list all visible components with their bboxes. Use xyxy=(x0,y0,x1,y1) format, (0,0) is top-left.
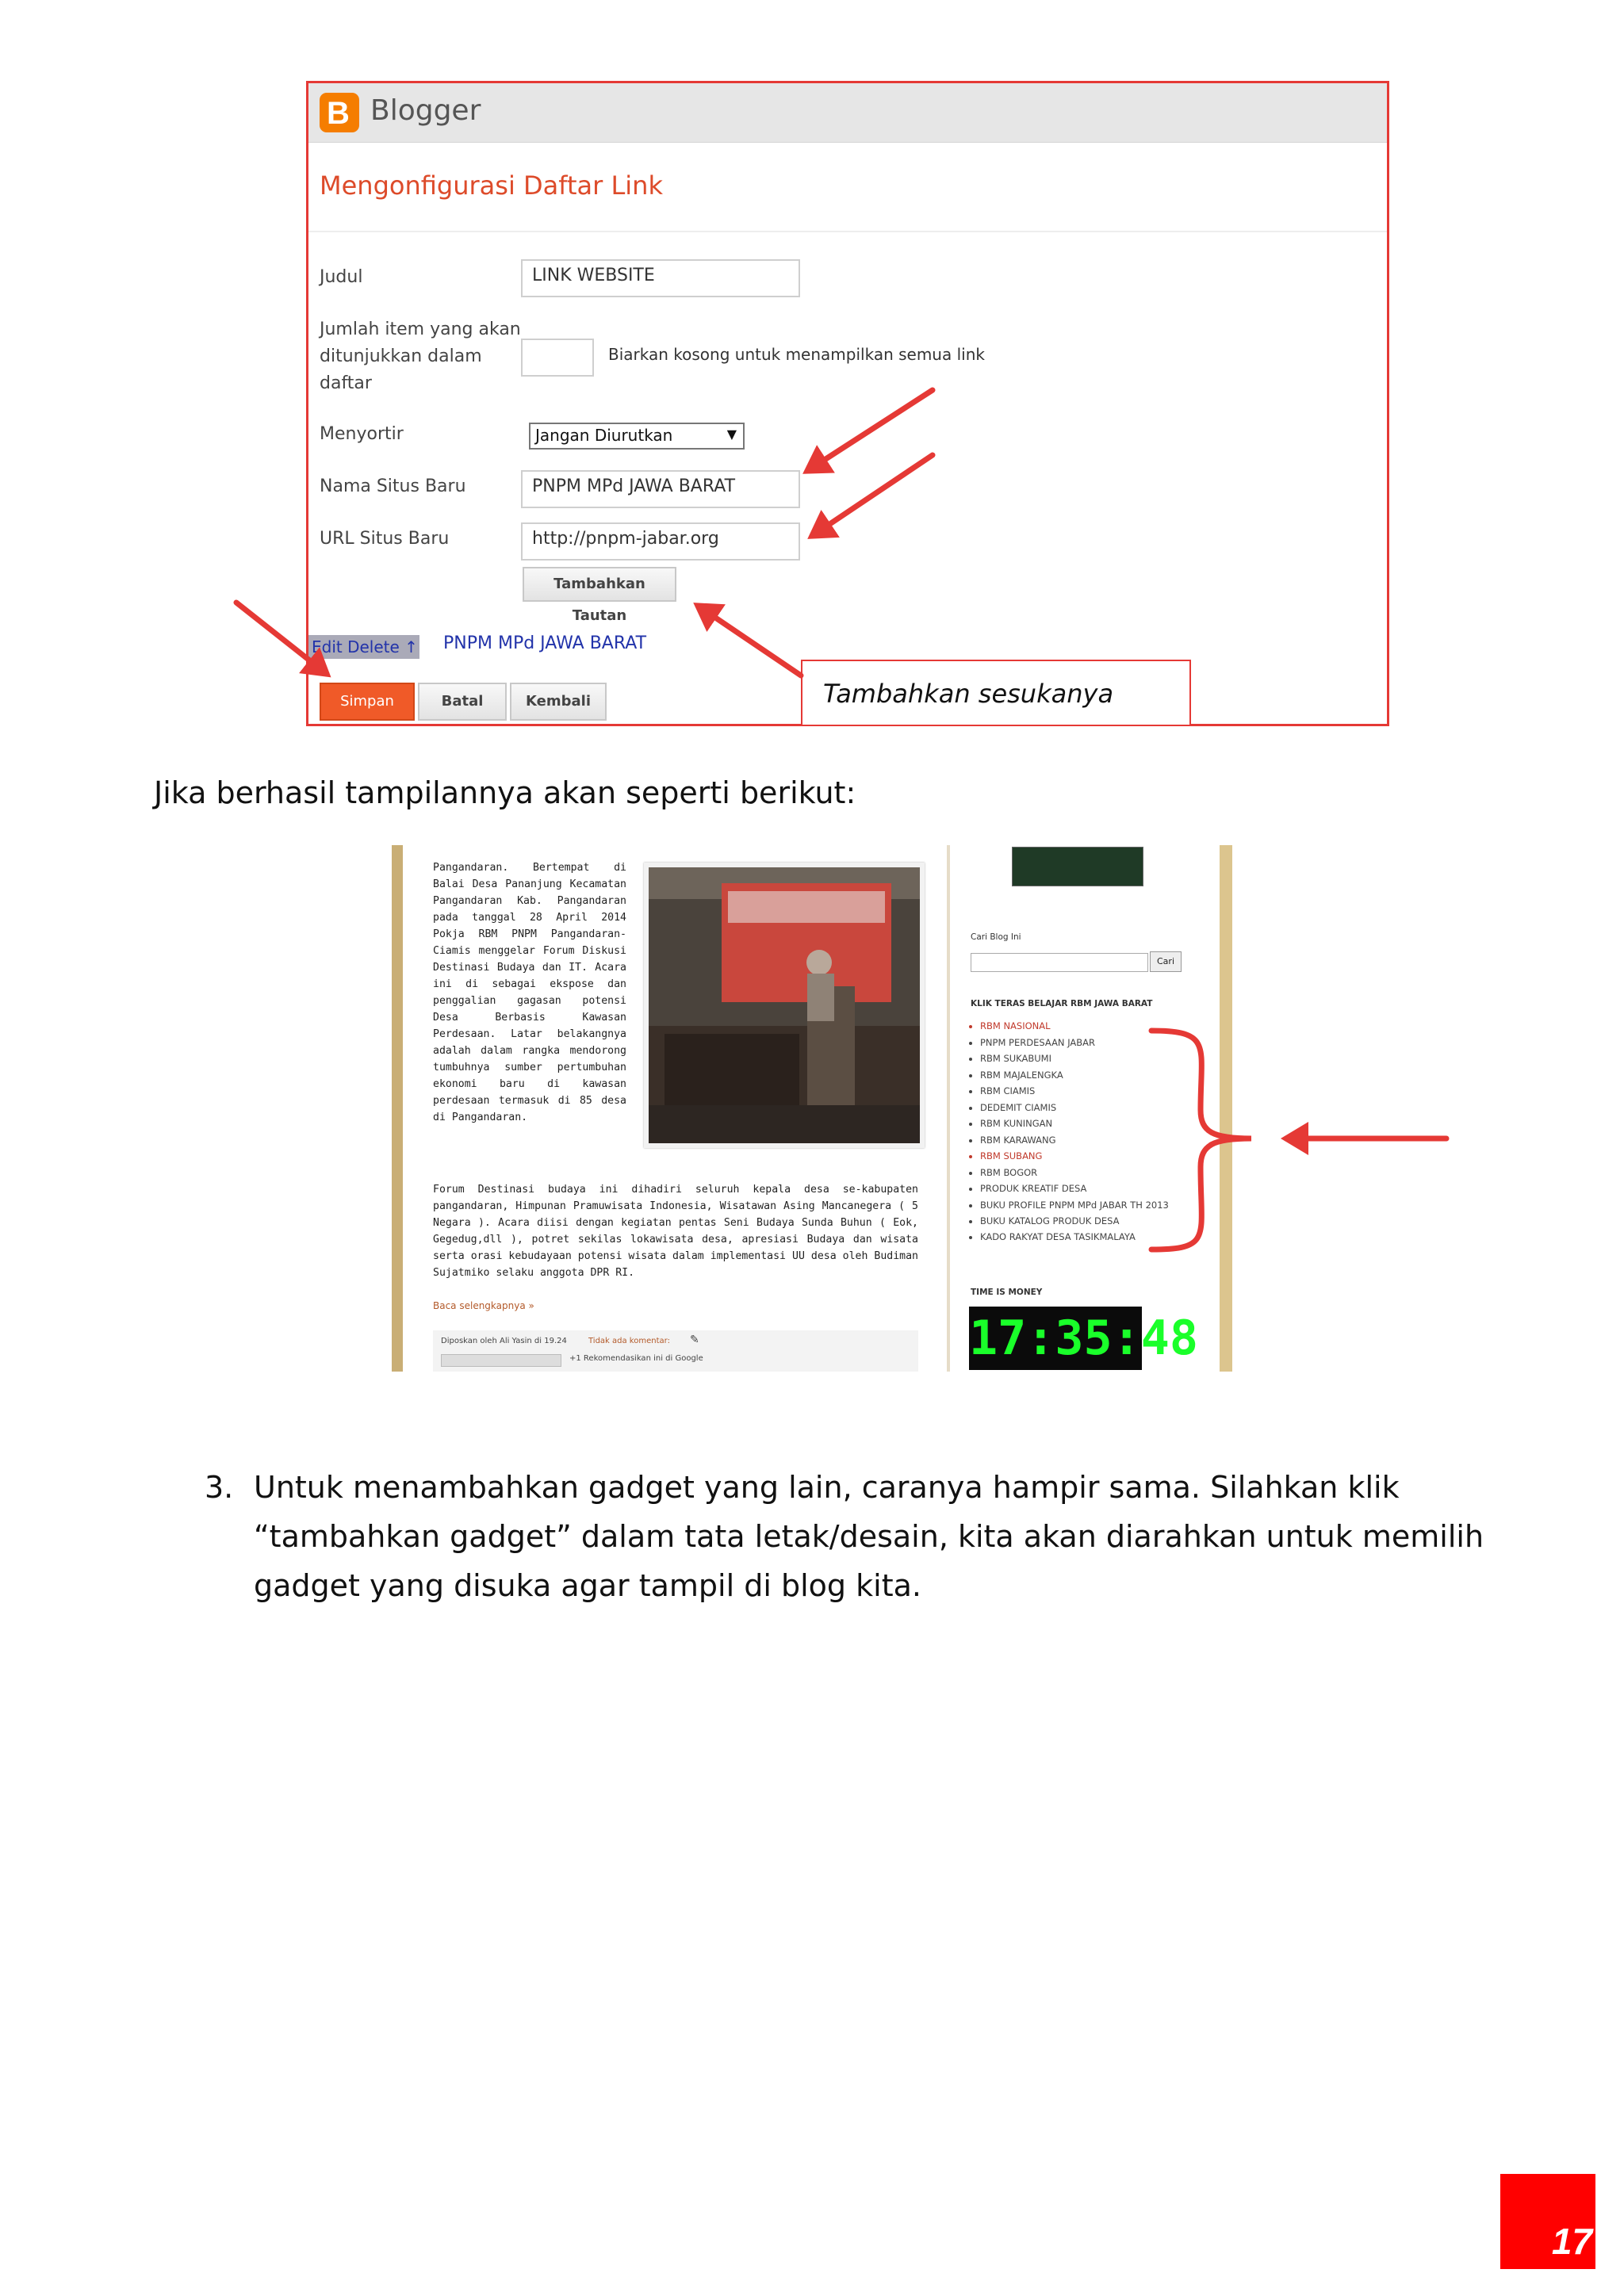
jumlah-label-line2: ditunjukkan dalam xyxy=(320,346,482,366)
url-situs-label: URL Situs Baru xyxy=(320,529,450,549)
link-item-kado-rakyat[interactable]: • KADO RAKYAT DESA TASIKMALAYA xyxy=(980,1229,1194,1246)
link-item-rbm-kuningan[interactable]: • RBM KUNINGAN xyxy=(980,1115,1194,1132)
link-item-rbm-karawang[interactable]: • RBM KARAWANG xyxy=(980,1132,1194,1149)
search-button[interactable]: Cari xyxy=(1150,951,1182,972)
share-text: +1 Rekomendasikan ini di Google xyxy=(569,1354,703,1363)
step-text-line1: Untuk menambahkan gadget yang lain, caranya hampir sama. Silahkan klik xyxy=(254,1470,1400,1505)
step-number: 3. xyxy=(205,1470,234,1505)
jumlah-label-line1: Jumlah item yang akan xyxy=(320,320,521,339)
judul-input[interactable]: LINK WEBSITE xyxy=(521,259,800,297)
search-title: Cari Blog Ini xyxy=(971,932,1021,942)
arrow-to-save-icon xyxy=(236,603,327,674)
page-number: 17 xyxy=(1551,2221,1592,2262)
link-item-rbm-nasional[interactable]: • RBM NASIONAL xyxy=(980,1018,1194,1035)
jumlah-label-line3: daftar xyxy=(320,373,372,393)
link-item-buku-katalog[interactable]: • BUKU KATALOG PRODUK DESA xyxy=(980,1213,1194,1230)
links-title: KLIK TERAS BELAJAR RBM JAWA BARAT xyxy=(971,999,1153,1008)
edit-pencil-icon[interactable]: ✎ xyxy=(690,1334,699,1346)
blogger-brand: Blogger xyxy=(370,94,481,127)
link-item-pnpm-perdesaan[interactable]: • PNPM PERDESAAN JABAR xyxy=(980,1035,1194,1051)
link-item-rbm-subang[interactable]: • RBM SUBANG xyxy=(980,1148,1194,1165)
url-situs-input[interactable]: http://pnpm-jabar.org xyxy=(521,522,800,561)
add-link-button[interactable]: Tambahkan Tautan xyxy=(523,567,676,602)
nama-situs-input[interactable]: PNPM MPd JAWA BARAT xyxy=(521,470,800,508)
curly-brace-icon xyxy=(1151,1031,1251,1249)
arrow-to-nama-icon xyxy=(807,390,933,471)
link-item-rbm-majalengka[interactable]: • RBM MAJALENGKA xyxy=(980,1067,1194,1084)
link-item-rbm-sukabumi[interactable]: • RBM SUKABUMI xyxy=(980,1050,1194,1067)
judul-label: Judul xyxy=(320,267,363,287)
save-button[interactable]: Simpan xyxy=(320,683,415,721)
arrow-to-add-button-icon xyxy=(698,606,801,675)
back-button[interactable]: Kembali xyxy=(510,683,607,721)
link-item-rbm-bogor[interactable]: • RBM BOGOR xyxy=(980,1165,1194,1181)
link-item-rbm-ciamis[interactable]: • RBM CIAMIS xyxy=(980,1083,1194,1100)
link-item-buku-profile[interactable]: • BUKU PROFILE PNPM MPd JABAR TH 2013 xyxy=(980,1197,1170,1213)
link-list-item[interactable]: PNPM MPd JAWA BARAT xyxy=(443,633,647,653)
link-item-dedemit-ciamis[interactable]: • DEDEMIT CIAMIS xyxy=(980,1100,1194,1116)
callout-text: Tambahkan sesukanya xyxy=(823,679,1114,709)
blogger-logo-icon: B xyxy=(320,93,359,132)
cancel-button[interactable]: Batal xyxy=(418,683,507,721)
step-text-line2: “tambahkan gadget” dalam tata letak/desain, kita akan diarahkan untuk memilih xyxy=(254,1519,1484,1554)
article-text-bottom: Forum Destinasi budaya ini dihadiri seluruh kepala desa se-kabupaten pangandaran, Himpunan Pramuwisata Indonesia, Wisatawan Asing Mancanegera ( 5 Negara ). Acara diisi dengan kegiatan pentas Seni Budaya Sunda Buhun ( Eok, Gegedug,dll ), potret sekilas lokawisata desa, apresiasi Budaya dan wisata serta orasi kebudayaan potensi wisata dalam implementasi UU desa oleh Budiman Sujatmiko selaku anggota DPR RI. xyxy=(433,1184,918,1279)
article-text-top: Pangandaran. Bertempat di Balai Desa Pananjung Kecamatan Pangandaran Kab. Pangandaran pada tanggal 28 April 2014 Pokja RBM PNPM Pangandaran-Ciamis menggelar Forum Diskusi Destinasi Budaya dan IT. Acara ini di sebagai ekspose dan penggalian gagasan potensi Desa Berbasis Kawasan Perdesaan. Latar belakangnya adalah dalam rangka mendorong tumbuhnya sumber pertumbuhan ekonomi baru di kawasan perdesaan termasuk di 85 desa di Pangandaran. xyxy=(433,862,626,1123)
edit-delete-link[interactable]: Edit Delete ↑ xyxy=(308,635,419,659)
jumlah-hint: Biarkan kosong untuk menampilkan semua link xyxy=(608,345,985,364)
intro-text: Jika berhasil tampilannya akan seperti berikut: xyxy=(154,775,856,810)
page-title: Mengonfigurasi Daftar Link xyxy=(320,170,663,201)
menyortir-value: Jangan Diurutkan xyxy=(535,426,673,445)
dropdown-arrow-icon: ▼ xyxy=(726,427,737,442)
read-more-link[interactable]: Baca selengkapnya » xyxy=(433,1300,534,1311)
nama-situs-label: Nama Situs Baru xyxy=(320,476,466,496)
step-text-line3: gadget yang disuka agar tampil di blog kita. xyxy=(254,1568,921,1603)
arrow-to-url-icon xyxy=(812,455,933,536)
link-item-produk-kreatif[interactable]: • PRODUK KREATIF DESA xyxy=(980,1181,1194,1197)
digital-clock: 17:35:48 xyxy=(969,1307,1142,1370)
post-author-info: Diposkan oleh Ali Yasin di 19.24 xyxy=(441,1337,567,1345)
menyortir-label: Menyortir xyxy=(320,424,404,444)
comment-link[interactable]: Tidak ada komentar: xyxy=(588,1337,670,1345)
clock-title: TIME IS MONEY xyxy=(971,1288,1043,1297)
